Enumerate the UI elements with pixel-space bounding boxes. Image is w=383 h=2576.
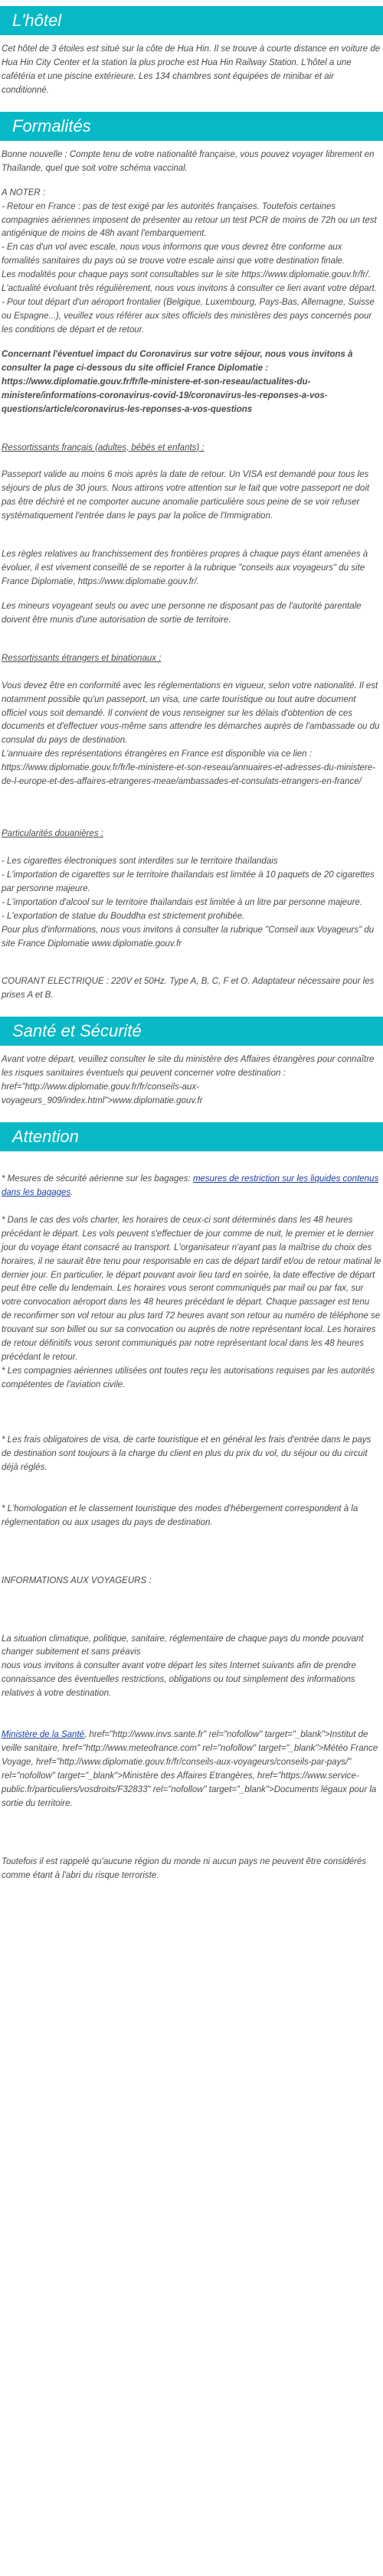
formalites-intro: Bonne nouvelle : Compte tenu de votre nationalité française, vous pouvez voyager librement en Thaïlande, quel que soit votre schéma vaccinal. — [2, 149, 375, 173]
minors-notice: Les mineurs voyageant seuls ou avec une personne ne disposant pas de l'autorité parentale doivent être munis d'une autorisation de sortie de territoire. — [2, 601, 362, 625]
spacer — [0, 1417, 383, 1434]
section-header-formalites: Formalités — [0, 112, 383, 141]
spacer — [0, 1712, 383, 1729]
section-header-attention: Attention — [0, 1122, 383, 1151]
french-nationals-body: Passeport valide au moins 6 mois après la date de retour. Un VISA est demandé pour tous les séjours de plus de 30 jours. Nous attirons votre attention sur le fait que votre passeport ne doit pas être déchiré et ne comporter aucune anomalie particulière sous peine de se voir refuser systématiquement l'entrée dans le pays par la police de l'Immigration. — [2, 470, 370, 521]
foreign-nationals-heading: Ressortissants étrangers et binationaux : — [2, 653, 162, 663]
sante-body: Avant votre départ, veuillez consulter le site du ministère des Affaires étrangères pour connaître les risques sanitaires éventuels qui peuvent concerner votre destination : href="http://www.diplomatie.gouv.fr/fr/conseils-aux-voyageurs_909/index.html">www.diplomatie.gouv.fr — [2, 1055, 375, 1106]
spacer — [0, 1599, 383, 1616]
spacer — [0, 1839, 383, 1856]
customs-heading: Particularités douanières : — [2, 829, 103, 838]
formalites-notes: A NOTER : - Retour en France : pas de test exigé par les autorités françaises. Toutefois certaines compagnies aériennes imposent de présenter au retour un test PCR de moins de 72h ou un test antigénique de moins de 48h avant l'embarquement. - En cas d'un vol avec escale, nous vous informons que vous devrez être conforme aux formalités sanitaires du pays où se trouve votre escale ainsi que votre destination finale. Les modalités pour chaque pays sont consultables sur le site https://www.diplomatie.gouv.fr/fr/. L'actualité évoluant très régulièrement, nous vous invitons à consulter ce lien avant votre départ. - Pour tout départ d'un aéroport frontalier (Belgique, Luxembourg, Pays-Bas, Allemagne, Suisse ou Espagne...), veuillez vous référer aux sites officiels des ministères des pays concernés pour les conditions de départ et de retour. — [2, 188, 377, 335]
hotel-description: Cet hôtel de 3 étoiles est situé sur la côte de Hua Hin. Il se trouve à courte distance en voiture de Hua Hin City Center et la station la plus proche est Hua Hin Railway Station. L'hôtel a une cafétéria et une piscine extérieure. Les 134 chambres sont équipées de minibar et air conditionné. — [2, 44, 381, 95]
french-nationals-heading: Ressortissants français (adultes, bébés et enfants) : — [2, 442, 205, 452]
electric-current: COURANT ELECTRIQUE : 220V et 50Hz. Type A, B, C, F et O. Adaptateur nécessaire pour les prises A et B. — [2, 977, 375, 1001]
traveler-info-heading: INFORMATIONS AUX VOYAGEURS : — [2, 1575, 152, 1585]
homologation: * L'homologation et le classement touristique des modes d'hébergement correspondent à la réglementation ou aux usages du pays de destination. — [2, 1503, 358, 1527]
section-header-hotel: L'hôtel — [0, 6, 383, 35]
useful-links-rest: , href="http://www.invs.sante.fr" rel="nofollow" target="_blank">Institut de veille sanitaire, href="http://www.meteofrance.com" rel="nofollow" target="_blank">Météo France Voyage, href="http://www.diplomatie.gouv.fr/fr/conseils-aux-voyageurs/conseils-par-pays/" rel="nofollow" target="_blank">Ministère des Affaires Etrangères, href="https://www.service-public.fr/particuliers/vosdroits/F32833" rel="nofollow" target="_blank">Documents légaux pour la sortie du territoire. — [2, 1730, 378, 1808]
ministere-sante-link[interactable]: Ministère de la Santé — [2, 1730, 85, 1740]
customs-body: - Les cigarettes électroniques sont interdites sur le territoire thaïlandais - L'importation de cigarettes sur le territoire thaïlandais est limitée à 10 paquets de 20 cigarettes par personne majeure. - L'importation d'alcool sur le territoire thaïlandais est limitée à un litre par personne majeure. - L'exportation de statue du Bouddha est strictement prohibée. Pour plus d'informations, nous vous invitons à consulter la rubrique "Conseil aux Voyageurs" du site France Diplomatie www.diplomatie.gouv.fr — [2, 856, 375, 948]
attention-main — [0, 1159, 383, 1406]
spacer — [0, 1541, 383, 1558]
spacer — [0, 1822, 383, 1839]
useful-links — [0, 1729, 383, 1811]
customs — [0, 814, 383, 965]
baggage-security — [2, 1173, 381, 1200]
charter-flights: * Dans le cas des vols charter, les horaires de ceux-ci sont déterminés dans les 48 heures précédant le départ. Les vols peuvent s'effectuer de jour comme de nuit, le premier et le dernier jour du voyage étant consacré au transport. L'organisateur n'ayant pas la maîtrise du choix des horaires, il ne saurait être tenu pour responsable en cas de départ tardif et/ou de retour matinal le dernier jour. En particulier, le départ pouvant avoir lieu tard en soirée, la date effective de départ peut être celle du lendemain. Les horaires vous seront communiqués par mail ou par fax, sur votre convocation aéroport dans les 48 heures précédant le départ. Chaque passager est tenu de reconfirmer son vol retour au plus tard 72 heures avant son retour au numéro de téléphone se trouvant sur son billet ou sur sa convocation ou auprès de notre représentant local. Les horaires de retour définitifs vous seront communiqués par notre représentant local dans les 48 heures précédant le retour. * Les compagnies aériennes utilisées ont toutes reçu les autorisations requises par les autorités compétentes de l'aviation civile. — [2, 1215, 381, 1389]
foreign-nationals-body: Vous devez être en conformité avec les réglementations en vigueur, selon votre nationalité. Il est notamment possible qu'un passeport, un visa, une carte touristique ou tout autre document officiel vous soit demandé. Il convient de vous renseigner sur les délais d'obtention de ces documents et d'effectuer vous-même sans attendre les démarches auprès de l'ambassade ou du consulat du pays de destination. L'annuaire des représentations étrangères en France est disponible via ce lien : https://www.diplomatie.gouv.fr/fr/le-ministere-et-son-reseau/annuaires-et-adresses-du-ministere-de-l-europe-et-des-affaires-etrangeres-meae/ambassades-et-consulats-etrangers-en-france/ — [2, 681, 380, 787]
spacer — [0, 1616, 383, 1633]
situation-notice: La situation climatique, politique, sanitaire, réglementaire de chaque pays du monde pouvant changer subitement et sans préavis nous vous invitons à consulter avant votre départ les sites Internet suivants afin de prendre connaissance des éventuelles restrictions, obligations ou tout simplement des informations relatives à votre destination. — [2, 1634, 364, 1699]
border-rules: Les règles relatives au franchissement des frontières propres à chaque pays étant amenées à évoluer, il est vivement conseillé de se reporter à la rubrique "conseils aux voyageurs" du site France Diplomatie, https://www.diplomatie.gouv.fr/. — [2, 550, 368, 586]
french-nationals — [0, 428, 383, 538]
section-header-sante: Santé et Sécurité — [0, 1017, 383, 1046]
spacer — [0, 1558, 383, 1575]
baggage-suffix: . — [70, 1187, 74, 1197]
baggage-prefix: * Mesures de sécurité aérienne sur les bagages: — [2, 1174, 193, 1184]
visa-fees: * Les frais obligatoires de visa, de carte touristique et en général les frais d'entrée dans le pays de destination sont toujours à la charge du client en plus du prix du vol, du séjour ou du circuit déjà réglés. — [2, 1435, 372, 1472]
foreign-nationals — [0, 638, 383, 803]
covid-notice: Concernant l'éventuel impact du Coronavirus sur votre séjour, nous vous invitons à consulter la page ci-dessous du site officiel France Diplomatie : https://www.diplomatie.gouv.fr/fr/le-ministere-et-son-reseau/actualites-du-ministere/informations-coronavirus-covid-19/coronavirus-les-reponses-a-vos-questions/article/coronavirus-les-reponses-a-vos-questions — [2, 349, 353, 414]
spacer — [0, 1486, 383, 1503]
terrorism-notice: Toutefois il est rappelé qu'aucune région du monde ni aucun pays ne peuvent être considérés comme étant à l'abri du risque terroriste. — [2, 1856, 367, 1880]
liquids-restriction-link[interactable]: mesures de restriction sur les liquides contenus dans les bagages — [2, 1174, 379, 1197]
